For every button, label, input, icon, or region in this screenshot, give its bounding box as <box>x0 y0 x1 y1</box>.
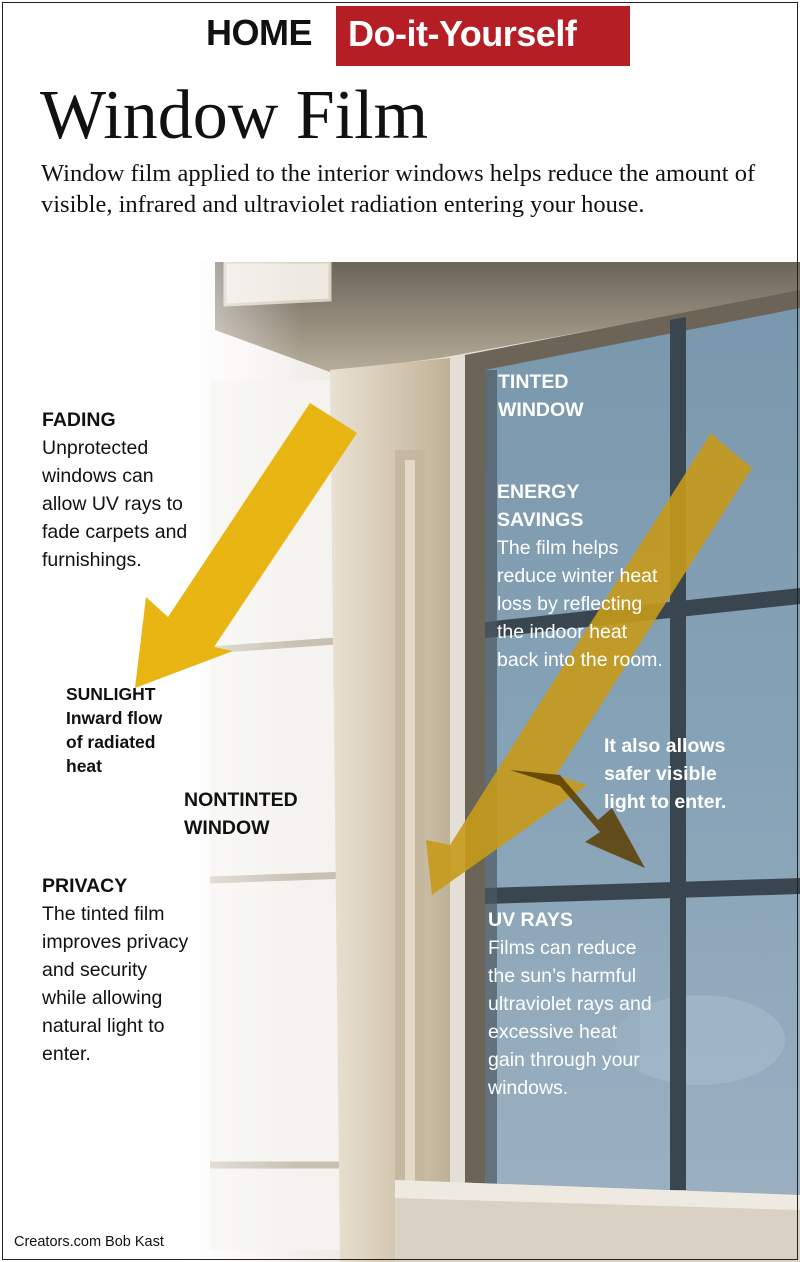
energy-heading: ENERGY <box>497 481 580 503</box>
visible-light-line: light to enter. <box>604 791 727 813</box>
sunlight-line: of radiated <box>66 732 156 752</box>
privacy-line: natural light to <box>42 1015 165 1037</box>
fading-line: furnishings. <box>42 549 142 571</box>
nontinted-line: NONTINTED <box>184 789 298 811</box>
energy-savings-label <box>497 478 663 674</box>
nontinted-line: WINDOW <box>184 817 270 839</box>
visible-light-line: safer visible <box>604 763 717 785</box>
fading-line: fade carpets and <box>42 521 188 543</box>
uv-line: Films can reduce <box>488 937 637 959</box>
fading-line: windows can <box>42 465 154 487</box>
fading-line: Unprotected <box>42 437 149 459</box>
page-title: Window Film <box>40 77 429 154</box>
privacy-label <box>42 872 188 1068</box>
tinted-line: TINTED <box>498 371 569 393</box>
privacy-line: while allowing <box>42 987 163 1009</box>
privacy-line: improves privacy <box>42 931 189 953</box>
privacy-line: enter. <box>42 1043 91 1065</box>
uv-line: gain through your <box>488 1049 640 1071</box>
uv-line: windows. <box>488 1077 569 1099</box>
uv-heading: UV RAYS <box>488 909 573 931</box>
uv-line: the sun’s harmful <box>488 965 637 987</box>
privacy-line: and security <box>42 959 148 981</box>
tinted-window-label <box>498 368 584 424</box>
tinted-line: WINDOW <box>498 399 584 421</box>
fading-line: allow UV rays to <box>42 493 183 515</box>
energy-heading: SAVINGS <box>497 509 584 531</box>
energy-line: reduce winter heat <box>497 565 658 587</box>
energy-line: loss by reflecting <box>497 593 643 615</box>
uv-line: ultraviolet rays and <box>488 993 652 1015</box>
fading-label <box>42 406 187 574</box>
intro-text: Window film applied to the interior windows helps reduce the amount of visible, infrared and ultraviolet radiation entering your house. <box>41 160 756 218</box>
credit-text: Creators.com Bob Kast <box>14 1234 164 1250</box>
header-diy-banner: Do-it-Yourself <box>336 6 630 66</box>
visible-light-label <box>604 732 726 816</box>
energy-line: The film helps <box>497 537 619 559</box>
uv-line: excessive heat <box>488 1021 617 1043</box>
energy-line: the indoor heat <box>497 621 628 643</box>
sunlight-line: Inward flow <box>66 708 163 728</box>
visible-light-line: It also allows <box>604 735 726 757</box>
energy-line: back into the room. <box>497 649 663 671</box>
fading-heading: FADING <box>42 409 116 431</box>
uv-rays-label <box>488 906 652 1102</box>
nontinted-window-label <box>184 786 298 842</box>
privacy-line: The tinted film <box>42 903 165 925</box>
header-home: HOME <box>206 12 312 53</box>
sunlight-line: SUNLIGHT <box>66 684 156 704</box>
sunlight-line: heat <box>66 756 102 776</box>
sunlight-label <box>66 682 162 778</box>
privacy-heading: PRIVACY <box>42 875 128 897</box>
